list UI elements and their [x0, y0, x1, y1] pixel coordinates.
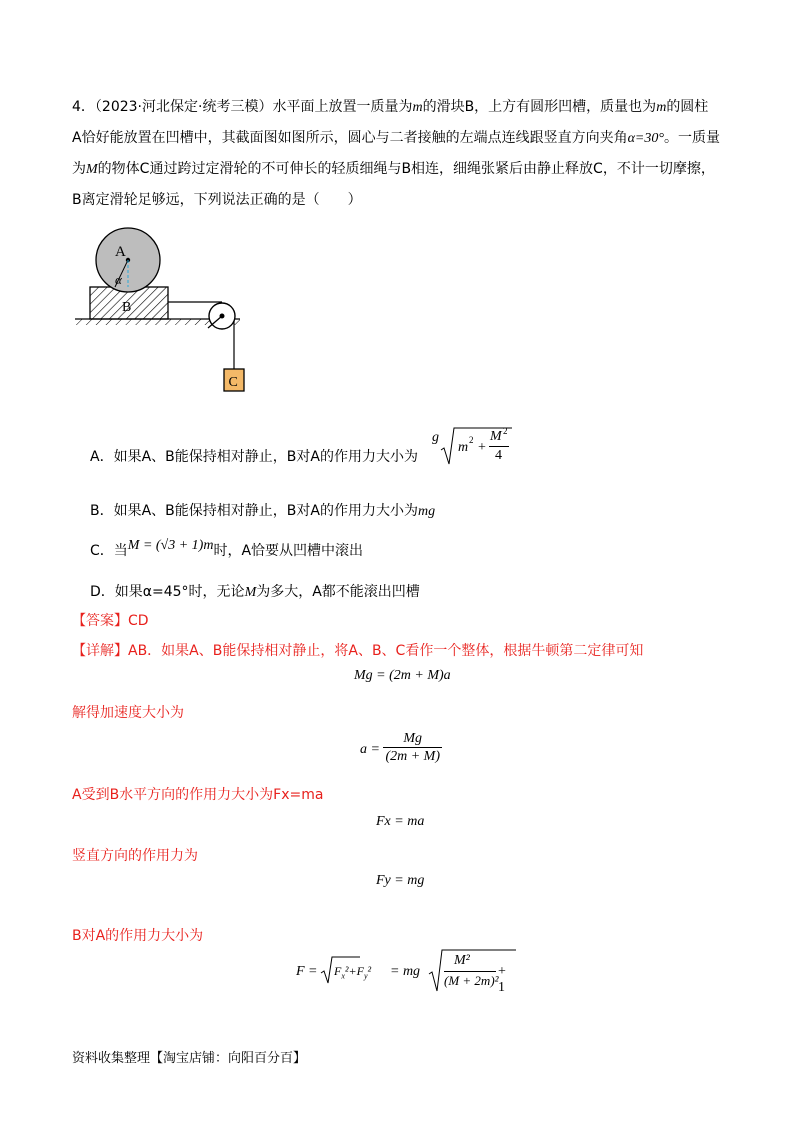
option-b-text: B．如果A、B能保持相对静止，B对A的作用力大小为: [90, 503, 418, 519]
formula-a-M: M: [490, 429, 502, 444]
question-line3-a: 为: [72, 161, 86, 177]
option-c: [90, 540, 363, 560]
label-b: B: [122, 300, 132, 315]
question-source: （2023·河北保定·统考三模）: [94, 99, 273, 115]
option-b-mg: mg: [417, 504, 436, 519]
detail-text-2: 解得加速度大小为: [72, 705, 184, 721]
equation-4: Fy = mg: [376, 873, 425, 888]
formula-a-g: g: [432, 430, 439, 445]
detail-text-3: A受到B水平方向的作用力大小为Fx=ma: [72, 787, 324, 803]
eq5-den: (M + 2m)²: [444, 973, 499, 988]
question-line2: A恰好能放置在凹槽中，其截面图如图所示，圆心与二者接触的左端点连线跟竖直方向夹角: [72, 130, 628, 146]
formula-a-plus: +: [478, 440, 486, 455]
eq5-mid: = mg: [390, 964, 421, 979]
eq5-fracbar: [444, 971, 496, 972]
equation-1: Mg = (2m + M)a: [354, 668, 451, 683]
physics-figure: [70, 222, 260, 400]
formula-a-m: m: [458, 440, 469, 455]
label-a: A: [115, 244, 126, 260]
eq5-fx-fy: $F_x^2+F_y^2$: [334, 964, 372, 981]
label-alpha: α: [115, 272, 122, 287]
detail-text-5: B对A的作用力大小为: [72, 928, 204, 944]
question-line1-c: 的圆柱: [666, 99, 709, 115]
detail-label: 【详解】AB．如果A、B能保持相对静止，将A、B、C看作一个整体，根据牛顿第二定律可知: [72, 643, 644, 659]
formula-a-sup: 2: [469, 435, 474, 445]
formula-a-fracbar: [489, 446, 509, 447]
question-number: 4．: [72, 99, 95, 115]
option-b: [90, 500, 435, 520]
option-d-pre: D．如果α=45°时，无论: [90, 584, 245, 600]
option-c-expr: M = (√3 + 1)m: [127, 538, 214, 553]
question-line4: B离定滑轮足够远，下列说法正确的是（ ）: [72, 192, 362, 208]
eq5-plus1: + 1: [498, 964, 506, 995]
option-c-post: 时，A恰要从凹槽中滚出: [213, 543, 364, 559]
question-line1-a: 水平面上放置一质量为: [272, 99, 413, 115]
option-a: [90, 446, 418, 466]
formula-a-sup2: 2: [503, 426, 508, 436]
var-m-2: m: [656, 100, 667, 115]
option-d-post: 为多大，A都不能滚出凹槽: [256, 584, 420, 600]
option-c-pre: C．当: [90, 543, 128, 559]
equation-5: [296, 948, 516, 995]
equation-3: Fx = ma: [376, 814, 425, 829]
var-M: M: [86, 162, 98, 177]
option-d: [90, 581, 420, 601]
option-a-text: A．如果A、B能保持相对静止，B对A的作用力大小为: [90, 449, 418, 465]
label-c: C: [228, 375, 238, 390]
footer-text: 资料收集整理【淘宝店铺：向阳百分百】: [72, 1051, 307, 1066]
eq2-lhs: a =: [360, 741, 380, 757]
eq2-num: Mg: [383, 730, 442, 748]
eq2-den: (2m + M): [385, 749, 440, 764]
detail-text-4: 竖直方向的作用力为: [72, 848, 198, 864]
option-d-M: M: [244, 585, 257, 600]
eq5-lhs: F =: [296, 964, 318, 979]
angle-30: α=30°: [627, 131, 664, 146]
eq2-fraction: [383, 730, 442, 765]
question-text: [72, 92, 728, 215]
question-line2-end: 。一质量: [663, 130, 720, 146]
question-line3-b: 的物体C通过跨过定滑轮的不可伸长的轻质细绳与B相连，细绳张紧后由静止释放C，不计一切摩擦，: [97, 161, 715, 177]
answer-label: 【答案】CD: [72, 613, 149, 629]
formula-a-four: 4: [495, 448, 502, 463]
eq5-num: M²: [454, 953, 470, 968]
question-line1-b: 的滑块B，上方有圆形凹槽，质量也为: [422, 99, 657, 115]
equation-2: [360, 730, 442, 765]
var-m: m: [412, 100, 423, 115]
